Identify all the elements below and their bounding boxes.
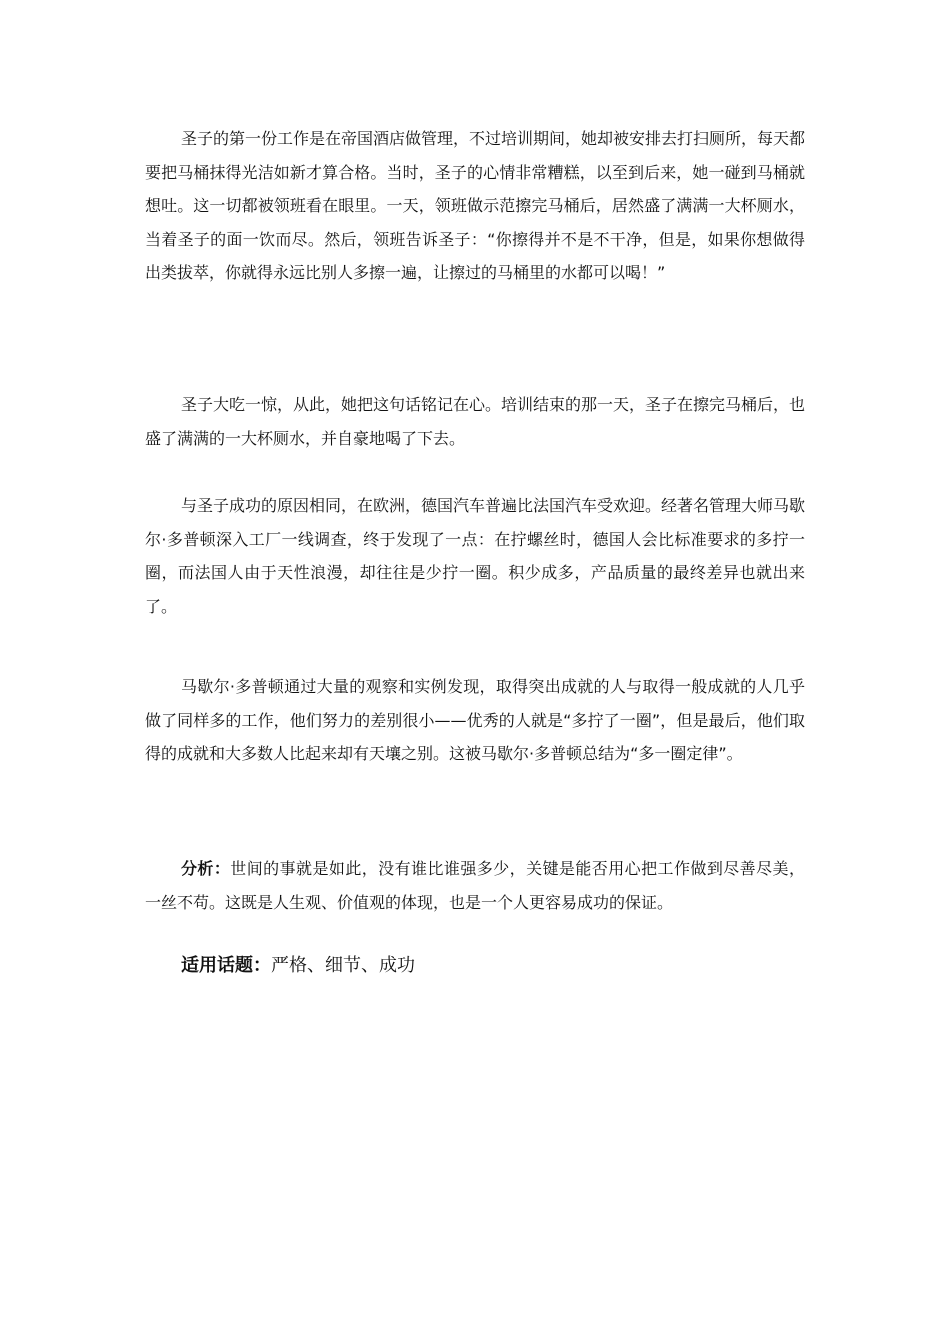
- story-paragraph-1: 圣子的第一份工作是在帝国酒店做管理，不过培训期间，她却被安排去打扫厕所，每天都要把马桶抹得光洁如新才算合格。当时，圣子的心情非常糟糕，以至到后来，她一碰到马桶就想吐。这一切都被领班看在眼里。一天，领班做示范擦完马桶后，居然盛了满满一大杯厕水，当着圣子的面一饮而尽。然后，领班告诉圣子：“你擦得并不是不干净，但是，如果你想做得出类拔萃，你就得永远比别人多擦一遍，让擦过的马桶里的水都可以喝！”: [145, 129, 806, 282]
- topic-label: 适用话题：: [181, 955, 271, 976]
- analysis-paragraph: [145, 852, 805, 919]
- story-paragraph-2: 圣子大吃一惊，从此，她把这句话铭记在心。培训结束的那一天，圣子在擦完马桶后，也盛了满满的一大杯厕水，并自豪地喝了下去。: [145, 395, 806, 448]
- topic-text: 严格、细节、成功: [271, 955, 415, 976]
- story-paragraph-3: 与圣子成功的原因相同，在欧洲，德国汽车普遍比法国汽车受欢迎。经著名管理大师马歇尔·多普顿深入工厂一线调查，终于发现了一点：在拧螺丝时，德国人会比标准要求的多拧一圈，而法国人由于天性浪漫，却往往是少拧一圈。积少成多，产品质量的最终差异也就出来了。: [145, 496, 806, 616]
- story-paragraph-4: 马歇尔·多普顿通过大量的观察和实例发现，取得突出成就的人与取得一般成就的人几乎做了同样多的工作，他们努力的差别很小——优秀的人就是“多拧了一圈”，但是最后，他们取得的成就和大多数人比起来却有天壤之别。这被马歇尔·多普顿总结为“多一圈定律”。: [145, 677, 805, 763]
- analysis-text: 世间的事就是如此，没有谁比谁强多少，关键是能否用心把工作做到尽善尽美，一丝不苟。这既是人生观、价值观的体现，也是一个人更容易成功的保证。: [145, 859, 805, 912]
- topic-line: [181, 950, 415, 982]
- analysis-label: 分析：: [181, 859, 231, 878]
